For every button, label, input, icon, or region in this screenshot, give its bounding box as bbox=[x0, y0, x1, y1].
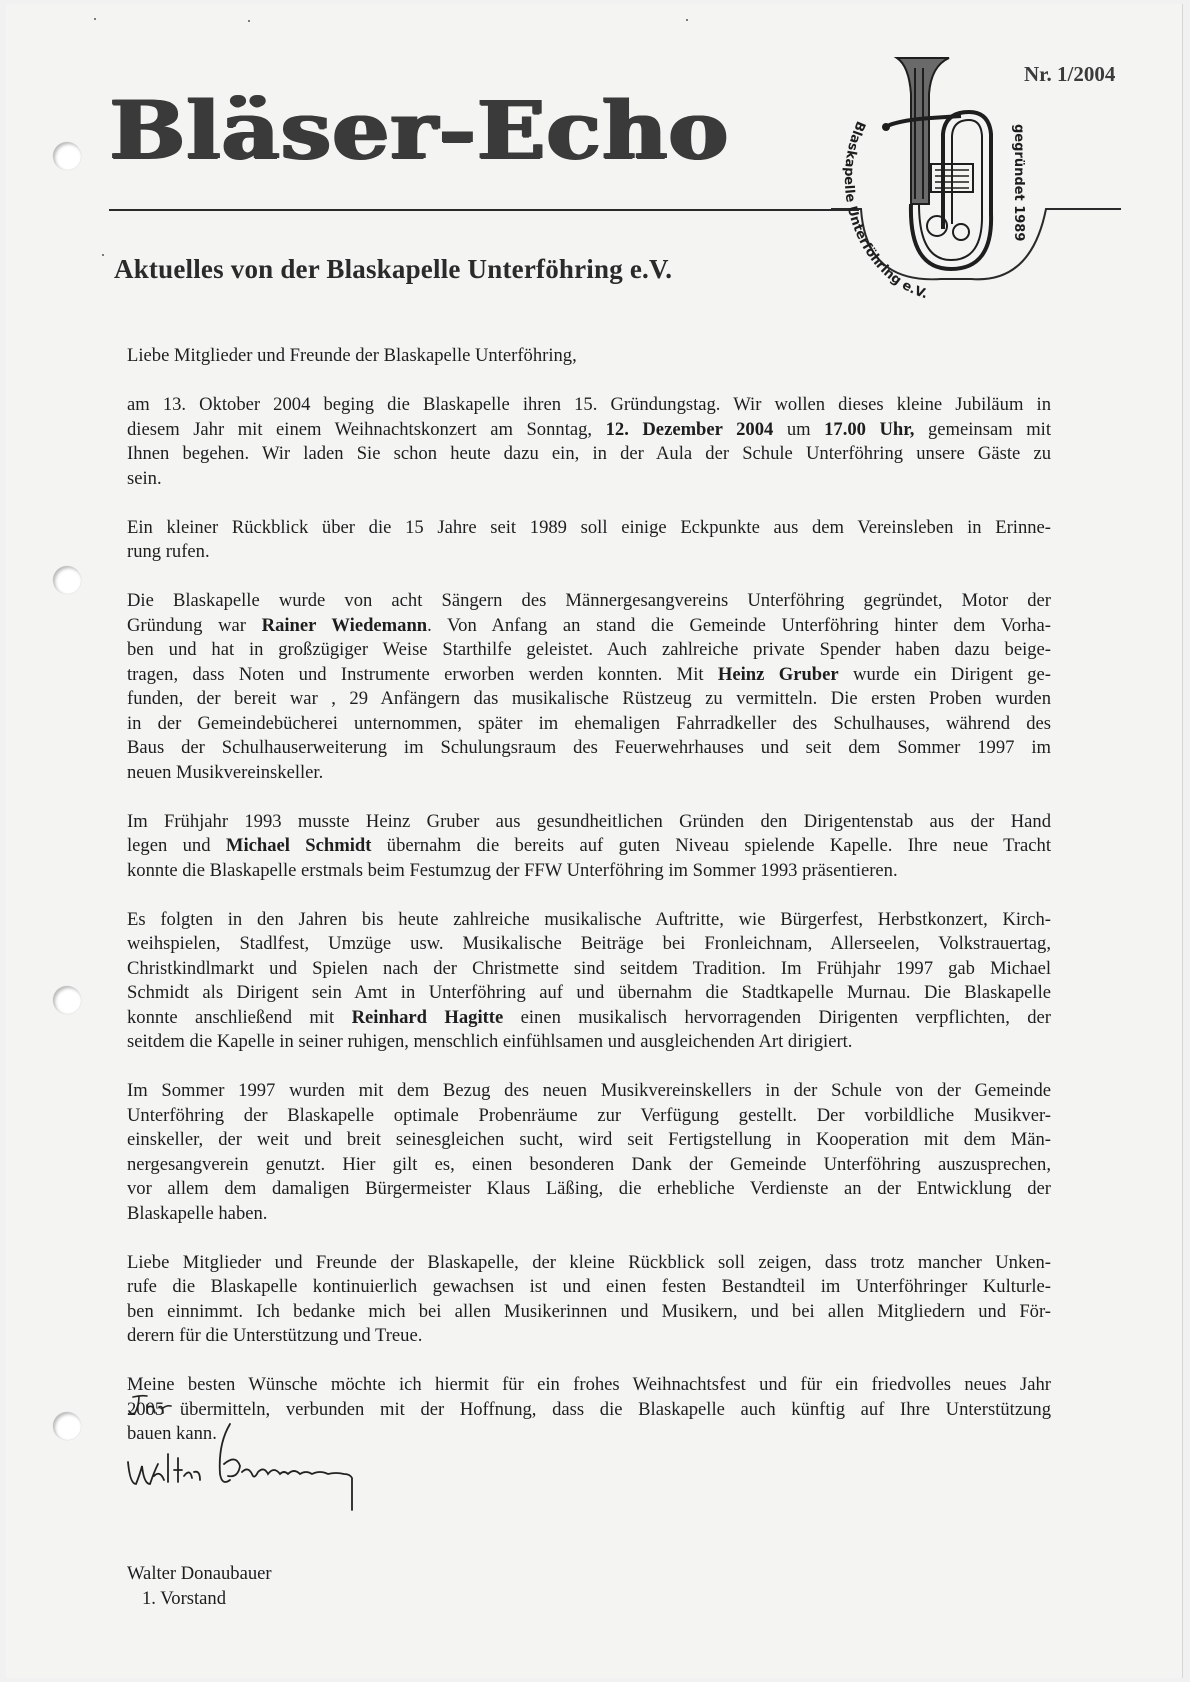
text-line bbox=[127, 932, 1051, 957]
paragraph bbox=[127, 908, 1051, 1055]
text-line bbox=[127, 442, 1051, 467]
punch-hole bbox=[53, 986, 81, 1014]
text-segment: konnte anschließend mit bbox=[127, 1006, 352, 1028]
signer-name: Walter Donaubauer bbox=[127, 1563, 272, 1584]
signer-block bbox=[127, 1561, 272, 1611]
text-line bbox=[127, 957, 1051, 982]
text-segment: Baus der Schulhauserweiterung im Schulungsraum des Feuerwehrhauses und seit dem Sommer 1997 im bbox=[127, 737, 1051, 758]
text-segment: derern für die Unterstützung und Treue. bbox=[127, 1325, 423, 1346]
text-line bbox=[127, 810, 1051, 835]
text-line bbox=[127, 1153, 1051, 1178]
text-segment: Meine besten Wünsche möchte ich hiermit für ein frohes Weihnachtsfest und für ein friedvolles neues Jahr bbox=[127, 1374, 1051, 1395]
bold-text: Reinhard Hagitte bbox=[351, 1006, 504, 1028]
text-segment: funden, der bereit war , 29 Anfängern das musikalische Rüstzeug zu vermitteln. Die ersten Proben wurden bbox=[127, 688, 1051, 709]
text-segment: Die Blaskapelle wurde von acht Sängern des Männergesangvereins Unterföhring gegründet, Motor der bbox=[127, 590, 1051, 611]
text-segment: einen musikalisch hervorragenden Dirigenten verpflichten, der bbox=[503, 1006, 1051, 1028]
greeting: Liebe Mitglieder und Freunde der Blaskapelle Unterföhring, bbox=[127, 345, 577, 366]
newsletter-subtitle: Aktuelles von der Blaskapelle Unterföhring e.V. bbox=[114, 254, 673, 284]
text-segment: weihspielen, Stadlfest, Umzüge usw. Musikalische Beiträge bei Fronleichnam, Allerseelen, Volkstrauertag, bbox=[127, 933, 1051, 954]
text-segment: gemeinsam mit bbox=[914, 418, 1052, 440]
text-segment: Im Frühjahr 1993 musste Heinz Gruber aus gesundheitlichen Gründen den Dirigentenstab aus der Hand bbox=[127, 810, 1051, 832]
scan-speck bbox=[94, 18, 96, 20]
text-line bbox=[127, 736, 1051, 761]
text-segment: bauen kann. bbox=[127, 1423, 217, 1444]
text-segment: Christkindlmarkt und Spielen nach der Christmette sind seitdem Tradition. Im Frühjahr 1997 gab Michael bbox=[127, 957, 1051, 979]
text-line bbox=[127, 638, 1051, 663]
text-segment: Unterföhring der Blaskapelle optimale Probenräume zur Verfügung gestellt. Der vorbildliche Musikver- bbox=[127, 1104, 1051, 1126]
tuba-logo-icon bbox=[831, 54, 1121, 304]
text-line bbox=[127, 1128, 1051, 1153]
letter-paragraphs bbox=[127, 393, 1051, 1447]
text-segment: neuen Musikvereinskeller. bbox=[127, 761, 324, 783]
scan-speck bbox=[686, 19, 688, 21]
text-line bbox=[127, 1177, 1051, 1202]
bold-text: Rainer Wiedemann bbox=[261, 614, 428, 636]
text-line bbox=[127, 1324, 1051, 1349]
text-line bbox=[127, 393, 1051, 418]
paragraph bbox=[127, 516, 1051, 565]
text-segment: Ihnen begehen. Wir laden Sie schon heute dazu ein, in der Aula der Schule Unterföhring unsere Gäste zu bbox=[127, 443, 1051, 464]
text-segment: Ein kleiner Rückblick über die 15 Jahre seit 1989 soll einige Eckpunkte aus dem Vereinsleben in Erinne- bbox=[127, 516, 1051, 538]
text-line bbox=[127, 834, 1051, 859]
text-line bbox=[127, 1251, 1051, 1276]
text-segment: rufe die Blaskapelle kontinuierlich gewachsen ist und einen festen Bestandteil im Unterföhringer Kulturle- bbox=[127, 1276, 1051, 1297]
document-page bbox=[6, 4, 1183, 1678]
text-line bbox=[127, 1275, 1051, 1300]
text-line bbox=[127, 418, 1051, 443]
punch-hole bbox=[53, 1412, 81, 1440]
text-line bbox=[127, 467, 1051, 492]
text-line bbox=[127, 516, 1051, 541]
text-segment: Im Sommer 1997 wurden mit dem Bezug des neuen Musikvereinskellers in der Schule von der Gemeinde bbox=[127, 1080, 1051, 1101]
paragraph bbox=[127, 1079, 1051, 1226]
text-segment: sein. bbox=[127, 467, 162, 489]
signature bbox=[124, 1414, 384, 1534]
text-segment: diesem Jahr mit einem Weihnachtskonzert am Sonntag, bbox=[127, 418, 606, 440]
text-segment: . Von Anfang an stand die Gemeinde Unterföhring hinter dem Vorha- bbox=[427, 614, 1052, 636]
text-segment: Gründung war bbox=[127, 614, 262, 636]
text-line bbox=[127, 687, 1051, 712]
text-line bbox=[127, 981, 1051, 1006]
bold-text: 12. Dezember 2004 bbox=[605, 418, 774, 440]
newsletter-title: Bläser-Echo bbox=[109, 83, 729, 177]
text-segment: einskeller, der weit und breit seinesgleichen sucht, wird seit Fertigstellung in Kooperation mit dem Män- bbox=[127, 1129, 1051, 1150]
scan-speck bbox=[248, 20, 250, 22]
punch-hole bbox=[53, 566, 81, 594]
paragraph bbox=[127, 810, 1051, 884]
paragraph bbox=[127, 1251, 1051, 1349]
text-segment: ben und hat in großzügiger Weise Starthilfe geleistet. Auch zahlreiche private Spender haben dazu beige- bbox=[127, 639, 1051, 660]
paragraph bbox=[127, 393, 1051, 491]
text-segment: seitdem die Kapelle in seiner ruhigen, menschlich einfühlsamen und ausgleichenden Art dirigiert. bbox=[127, 1031, 853, 1052]
text-line bbox=[127, 1202, 1051, 1227]
text-line bbox=[127, 589, 1051, 614]
text-segment: Schmidt als Dirigent sein Amt in Unterföhring auf und übernahm die Stadtkapelle Murnau. Die Blaskapelle bbox=[127, 982, 1051, 1003]
logo-ring-text-right: gegründet 1989 bbox=[1011, 124, 1026, 242]
text-segment: tragen, dass Noten und Instrumente erworben werden konnten. Mit bbox=[127, 663, 718, 685]
text-line bbox=[127, 1030, 1051, 1055]
text-segment: ben einnimmt. Ich bedanke mich bei allen Musikerinnen und Musikern, und bei allen Mitgliedern und För- bbox=[127, 1300, 1051, 1322]
text-line bbox=[127, 614, 1051, 639]
text-line bbox=[127, 1079, 1051, 1104]
letter-body bbox=[127, 344, 1051, 1471]
text-segment: legen und bbox=[127, 835, 226, 856]
text-segment: rung rufen. bbox=[127, 541, 210, 562]
text-segment: Liebe Mitglieder und Freunde der Blaskapelle, der kleine Rückblick soll zeigen, dass trotz mancher Unken- bbox=[127, 1251, 1051, 1273]
text-segment: Es folgten in den Jahren bis heute zahlreiche musikalische Auftritte, wie Bürgerfest, Herbstkonzert, Kirch- bbox=[127, 908, 1051, 930]
text-segment: vor allem dem damaligen Bürgermeister Klaus Läßing, die erhebliche Verdienste an der Entwicklung der bbox=[127, 1178, 1051, 1199]
text-line bbox=[127, 859, 1051, 884]
text-segment: konnte die Blaskapelle erstmals beim Festumzug der FFW Unterföhring im Sommer 1993 präsentieren. bbox=[127, 859, 898, 881]
text-line bbox=[127, 1006, 1051, 1031]
punch-hole bbox=[53, 142, 81, 170]
text-line bbox=[127, 712, 1051, 737]
text-segment: am 13. Oktober 2004 beging die Blaskapelle ihren 15. Gründungstag. Wir wollen dieses kleine Jubiläum in bbox=[127, 394, 1051, 415]
text-line bbox=[127, 761, 1051, 786]
text-segment: Blaskapelle haben. bbox=[127, 1202, 268, 1224]
text-line bbox=[127, 1104, 1051, 1129]
issue-number: Nr. 1/2004 bbox=[1024, 62, 1116, 86]
logo-ring-text-left: Blaskapelle Unterföhring e.V. bbox=[840, 118, 930, 303]
bold-text: 17.00 Uhr, bbox=[824, 418, 915, 440]
signer-role: 1. Vorstand bbox=[142, 1588, 227, 1609]
bold-text: Heinz Gruber bbox=[717, 663, 839, 685]
paragraph bbox=[127, 589, 1051, 785]
text-line bbox=[127, 908, 1051, 933]
text-segment: in der Gemeindebücherei unternommen, später im ehemaligen Fahrradkeller des Schulhauses, während des bbox=[127, 712, 1051, 734]
text-line bbox=[127, 540, 1051, 565]
text-segment: übernahm die bereits auf guten Niveau spielende Kapelle. Ihre neue Tracht bbox=[371, 835, 1052, 856]
title-rule bbox=[109, 209, 859, 211]
text-segment: 2005 übermitteln, verbunden mit der Hoffnung, dass die Blaskapelle auch künftig auf Ihre Unterstützung bbox=[127, 1398, 1051, 1420]
scan-speck bbox=[102, 254, 104, 256]
text-segment: um bbox=[773, 418, 825, 440]
text-segment: wurde ein Dirigent ge- bbox=[838, 663, 1052, 685]
text-line bbox=[127, 1300, 1051, 1325]
text-line bbox=[127, 663, 1051, 688]
text-line bbox=[127, 1373, 1051, 1398]
bold-text: Michael Schmidt bbox=[225, 835, 372, 856]
text-segment: nergesangverein genutzt. Hier gilt es, einen besonderen Dank der Gemeinde Unterföhring auszusprechen, bbox=[127, 1153, 1051, 1175]
